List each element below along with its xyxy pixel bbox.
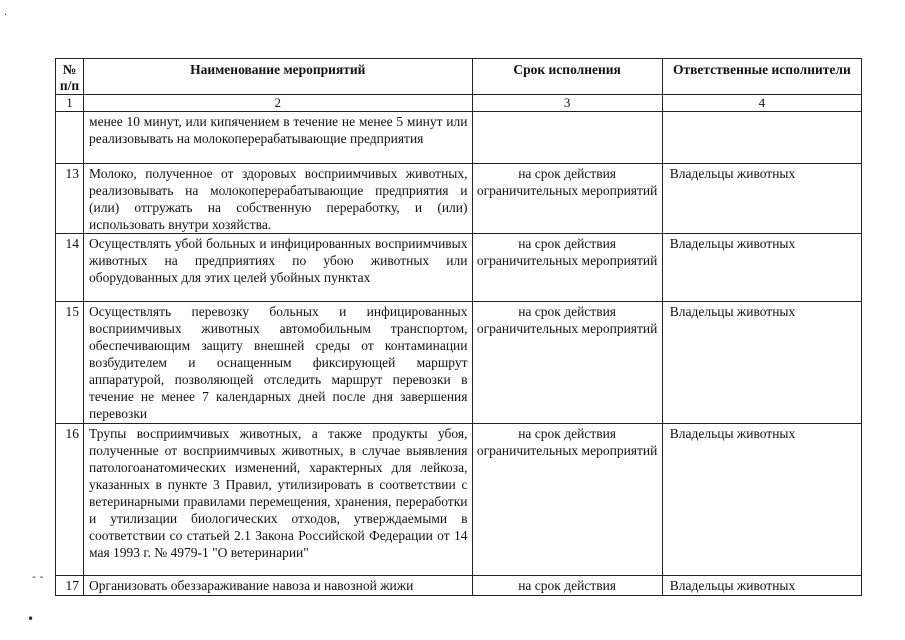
scan-speck: · xyxy=(4,10,8,21)
table-row xyxy=(56,576,862,596)
measure-text: Осуществлять перевозку больных и инфицированных восприимчивых животных автомобильным транспортом, обеспечивающим защиту внешней среды от контаминации возбудителем и оснащенным фиксирующей маршрут аппаратурой, позволяющей отследить маршрут перевозки в течение не менее 7 календарных дней после дня завершения перевозки xyxy=(84,302,472,424)
responsible-text: Владельцы животных xyxy=(662,576,861,596)
scan-dash-mark: - - xyxy=(32,570,44,583)
row-number: 15 xyxy=(56,302,84,424)
responsible-text: Владельцы животных xyxy=(662,234,861,302)
deadline-text xyxy=(472,112,662,164)
measure-text: Организовать обеззараживание навоза и навозной жижи xyxy=(84,576,472,596)
table-row xyxy=(56,164,862,234)
row-number: 17 xyxy=(56,576,84,596)
responsible-text: Владельцы животных xyxy=(662,424,861,576)
table-row xyxy=(56,234,862,302)
deadline-text: на срок действия ограничительных мероприятий xyxy=(472,424,662,576)
responsible-text: Владельцы животных xyxy=(662,164,861,234)
column-number-1: 1 xyxy=(56,95,84,112)
column-number-4: 4 xyxy=(662,95,861,112)
responsible-text: Владельцы животных xyxy=(662,302,861,424)
scan-speck: • xyxy=(27,612,35,626)
row-number xyxy=(56,112,84,164)
deadline-text: на срок действия ограничительных мероприятий xyxy=(472,164,662,234)
row-number: 14 xyxy=(56,234,84,302)
measure-text: Трупы восприимчивых животных, а также продукты убоя, полученные от восприимчивых животных, в случае выявления патологоанатомических изменений, характерных для лейкоза, указанных в пункте 3 Правил, утилизировать в соответствии с ветеринарными правилами перемещения, хранения, переработки и утилизации биологических отходов, утверждаемыми в соответствии со статьей 2.1 Закона Российской Федерации от 14 мая 1993 г. № 4979-1 "О ветеринарии" xyxy=(84,424,472,576)
table-header-row xyxy=(56,59,862,95)
column-number-3: 3 xyxy=(472,95,662,112)
header-measure-name: Наименование мероприятий xyxy=(84,59,472,95)
measure-text: Молоко, полученное от здоровых восприимчивых животных, реализовывать на молокоперерабатывающие предприятия и (или) отгружать на собственную переработку, и (или) использовать внутри хозяйства. xyxy=(84,164,472,234)
deadline-text: на срок действия ограничительных мероприятий xyxy=(472,302,662,424)
responsible-text xyxy=(662,112,861,164)
row-number: 13 xyxy=(56,164,84,234)
header-deadline: Срок исполнения xyxy=(472,59,662,95)
table-row xyxy=(56,112,862,164)
measure-text: менее 10 минут, или кипячением в течение не менее 5 минут или реализовывать на молокоперерабатывающие предприятия xyxy=(84,112,472,164)
measures-table xyxy=(55,58,862,596)
table-row xyxy=(56,424,862,576)
column-number-2: 2 xyxy=(84,95,472,112)
table-row xyxy=(56,302,862,424)
measure-text: Осуществлять убой больных и инфицированных восприимчивых животных на предприятиях по убою животных или оборудованных для этих целей убойных пунктах xyxy=(84,234,472,302)
row-number: 16 xyxy=(56,424,84,576)
deadline-text: на срок действия xyxy=(472,576,662,596)
header-number: № п/п xyxy=(56,59,84,95)
deadline-text: на срок действия ограничительных мероприятий xyxy=(472,234,662,302)
column-numbering-row xyxy=(56,95,862,112)
header-responsible: Ответственные исполнители xyxy=(662,59,861,95)
